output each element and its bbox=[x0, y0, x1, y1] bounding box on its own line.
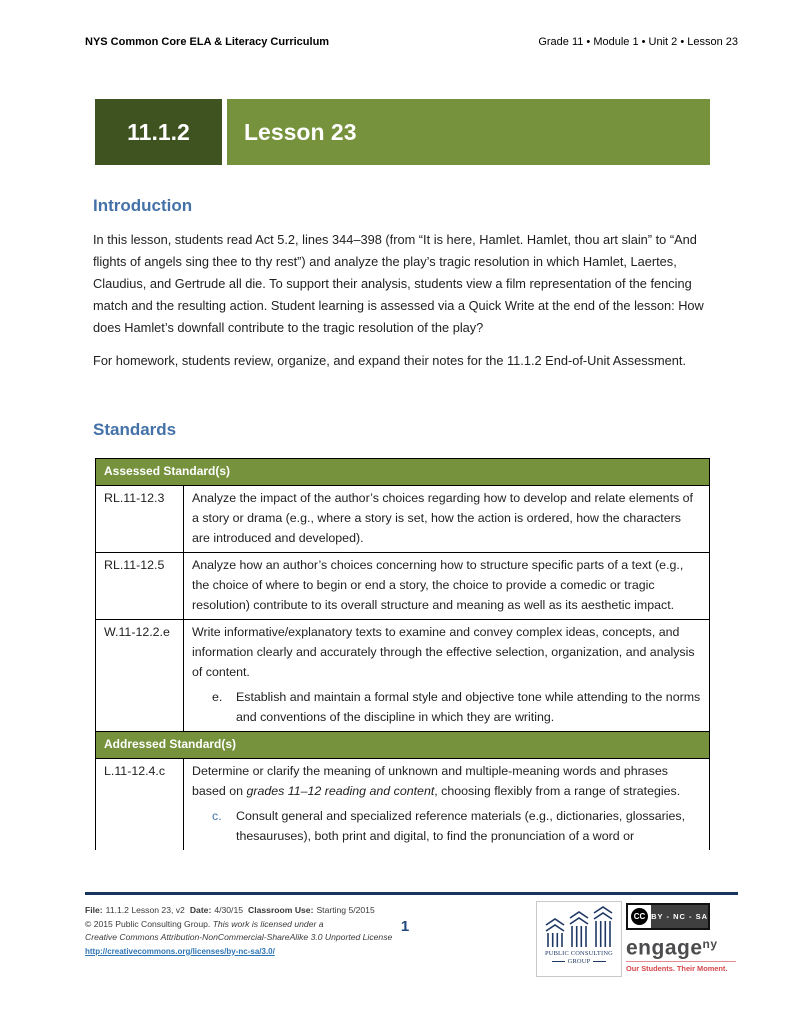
table-row bbox=[96, 553, 710, 620]
standard-sub-item bbox=[212, 687, 701, 727]
standard-text-cell bbox=[184, 620, 710, 732]
standard-code-cell: RL.11-12.5 bbox=[96, 553, 184, 620]
footer-copyright-line bbox=[85, 918, 405, 932]
license-link[interactable]: http://creativecommons.org/licenses/by-nc-sa/3.0/ bbox=[85, 946, 275, 956]
pcg-columns-icon bbox=[545, 906, 613, 948]
running-header bbox=[85, 36, 738, 48]
standard-text: Analyze the impact of the author’s choices regarding how to develop and relate elements of a story or drama (e.g., where a story is set, how the action is ordered, how the characters are introduced and developed). bbox=[192, 491, 693, 545]
file-label: File: bbox=[85, 905, 103, 915]
engageny-superscript: ny bbox=[702, 937, 718, 951]
footer-file-line bbox=[85, 904, 405, 918]
footer-rule bbox=[85, 892, 738, 895]
classroom-use-label: Classroom Use: bbox=[248, 905, 314, 915]
introduction-paragraph-2: For homework, students review, organize, and expand their notes for the 11.1.2 End-of-Unit Assessment. bbox=[93, 353, 686, 368]
standards-table bbox=[95, 458, 710, 850]
standard-text-cell bbox=[184, 759, 710, 851]
lesson-title: Lesson 23 bbox=[227, 99, 710, 165]
standard-text-segment: , choosing flexibly from a range of strategies. bbox=[434, 784, 681, 798]
addressed-standards-header: Addressed Standard(s) bbox=[96, 732, 710, 759]
engageny-wordmark bbox=[626, 933, 740, 959]
pcg-name-line1: PUBLIC CONSULTING bbox=[545, 950, 613, 957]
lesson-banner bbox=[95, 99, 710, 165]
engageny-divider-line bbox=[626, 961, 736, 962]
standard-text-cell bbox=[184, 486, 710, 553]
cc-icon: CC bbox=[631, 908, 648, 925]
cc-license-badge bbox=[626, 903, 710, 930]
cc-icon-holder bbox=[628, 905, 651, 928]
footer-info bbox=[85, 904, 405, 958]
date-value: 4/30/15 bbox=[214, 905, 244, 915]
standard-sub-item bbox=[212, 806, 701, 846]
page-number: 1 bbox=[400, 918, 410, 935]
table-row bbox=[96, 459, 710, 486]
classroom-use-value: Starting 5/2015 bbox=[316, 905, 375, 915]
header-right-text: Grade 11 • Module 1 • Unit 2 • Lesson 23 bbox=[538, 36, 738, 48]
assessed-standards-header: Assessed Standard(s) bbox=[96, 459, 710, 486]
pcg-logo bbox=[536, 901, 622, 977]
standard-code-cell: RL.11-12.3 bbox=[96, 486, 184, 553]
standard-code-cell: W.11-12.2.e bbox=[96, 620, 184, 732]
pcg-name-line2: GROUP bbox=[567, 958, 591, 965]
module-code: 11.1.2 bbox=[95, 99, 222, 165]
license-text-1: This work is licensed under a bbox=[212, 918, 324, 929]
standards-heading: Standards bbox=[93, 420, 177, 439]
table-row bbox=[96, 732, 710, 759]
table-row bbox=[96, 620, 710, 732]
date-label: Date: bbox=[189, 905, 212, 915]
engageny-logo bbox=[626, 933, 740, 973]
introduction-paragraph-1: In this lesson, students read Act 5.2, lines 344–398 (from “It is here, Hamlet. Hamlet, thou art slain” to “And flights of angels sing thee to thy rest”) and analyze the play’s tragic resolution in which Hamlet, Laertes, Claudius, and Gertrude all die. To support their analysis, students view a film representation of the fencing match and the resulting action. Student learning is assessed via a Quick Write at the end of the lesson: How does Hamlet’s downfall contribute to the tragic resolution of the play? bbox=[93, 232, 704, 335]
standard-text bbox=[192, 761, 701, 801]
license-link-line bbox=[85, 945, 405, 959]
engageny-wordmark-text: engage bbox=[626, 936, 703, 960]
header-left-text: NYS Common Core ELA & Literacy Curriculum bbox=[85, 36, 330, 48]
sub-item-text: Consult general and specialized reference materials (e.g., dictionaries, glossaries, thesauruses), both print and digital, to find the pronunciation of a word or bbox=[236, 809, 686, 843]
standard-text-italic-segment: grades 11–12 reading and content bbox=[246, 784, 435, 798]
pcg-dash-right bbox=[593, 961, 606, 962]
pcg-name-line2-row bbox=[552, 958, 607, 965]
cc-license-label: BY - NC - SA bbox=[651, 912, 708, 921]
standard-text: Analyze how an author’s choices concerning how to structure specific parts of a text (e.g., the choice of where to begin or end a story, the choice to provide a comedic or tragic resolution) contribute to its overall structure and meaning as well as its aesthetic impact. bbox=[192, 558, 684, 612]
table-row bbox=[96, 759, 710, 851]
engageny-tagline: Our Students. Their Moment. bbox=[626, 964, 728, 974]
table-row bbox=[96, 486, 710, 553]
copyright-text: © 2015 Public Consulting Group. bbox=[85, 918, 211, 929]
sub-item-marker: c. bbox=[212, 809, 222, 823]
standard-text: Write informative/explanatory texts to examine and convey complex ideas, concepts, and information clearly and accurately through the effective selection, organization, and analysis of content. bbox=[192, 625, 695, 679]
file-value: 11.1.2 Lesson 23, v2 bbox=[105, 905, 185, 915]
sub-item-marker: e. bbox=[212, 690, 223, 704]
introduction-heading: Introduction bbox=[93, 196, 193, 215]
license-text-2: Creative Commons Attribution-NonCommercial-ShareAlike 3.0 Unported License bbox=[85, 932, 393, 942]
pcg-dash-left bbox=[552, 961, 565, 962]
standard-code-cell: L.11-12.4.c bbox=[96, 759, 184, 851]
standards-table-wrapper bbox=[95, 458, 711, 873]
standard-text-cell bbox=[184, 553, 710, 620]
sub-item-text: Establish and maintain a formal style and objective tone while attending to the norms and conventions of the discipline in which they are writing. bbox=[236, 690, 701, 724]
standard-text-segment: Determine or clarify the meaning of unknown and multiple-meaning words and phrases based on bbox=[192, 764, 668, 798]
